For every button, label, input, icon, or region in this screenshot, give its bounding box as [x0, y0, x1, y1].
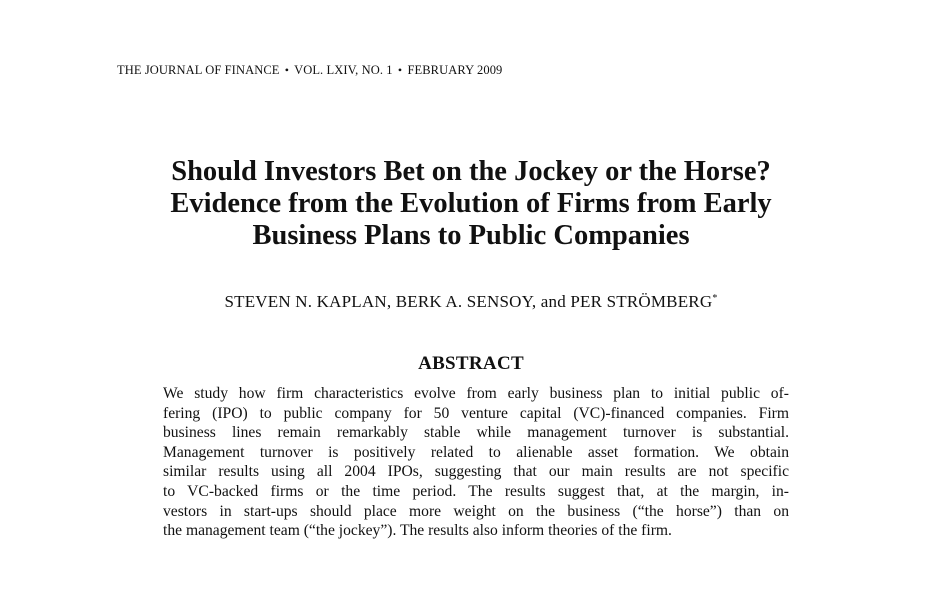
abstract-line: We study how firm characteristics evolve from early business plan to initial public of- [163, 385, 789, 402]
header-bullet-separator: • [284, 63, 290, 77]
volume-issue: VOL. LXIV, NO. 1 [294, 63, 393, 77]
title-line: Should Investors Bet on the Jockey or the Horse? [171, 156, 771, 187]
abstract-line: to VC-backed firms or the time period. The results suggest that, at the margin, in- [163, 482, 789, 500]
author-names: STEVEN N. KAPLAN, BERK A. SENSOY, and PER STRÖMBERG [224, 292, 713, 311]
author-list [0, 292, 942, 312]
abstract-line: similar results using all 2004 IPOs, suggesting that our main results are not specific [163, 463, 789, 481]
abstract-line: the management team (“the jockey”). The results also inform theories of the firm. [163, 522, 672, 540]
title-line: Evidence from the Evolution of Firms from Early [170, 188, 772, 219]
header-bullet-separator: • [397, 63, 403, 77]
abstract-heading: ABSTRACT [418, 353, 524, 374]
title-line: Business Plans to Public Companies [252, 220, 690, 251]
abstract-line: vestors in start-ups should place more weight on the business (“the horse”) than on [163, 502, 789, 520]
abstract-body [163, 384, 789, 541]
running-header [117, 63, 502, 78]
abstract-line: fering (IPO) to public company for 50 venture capital (VC)-financed companies. Firm [163, 404, 789, 422]
journal-name: THE JOURNAL OF FINANCE [117, 63, 280, 77]
author-footnote-mark: * [712, 293, 718, 304]
paper-title [0, 156, 942, 252]
abstract-line: Management turnover is positively related to alienable asset formation. We obtain [163, 443, 789, 461]
publication-date: FEBRUARY 2009 [407, 63, 503, 77]
abstract-line: business lines remain remarkably stable while management turnover is substantial. [163, 424, 789, 442]
